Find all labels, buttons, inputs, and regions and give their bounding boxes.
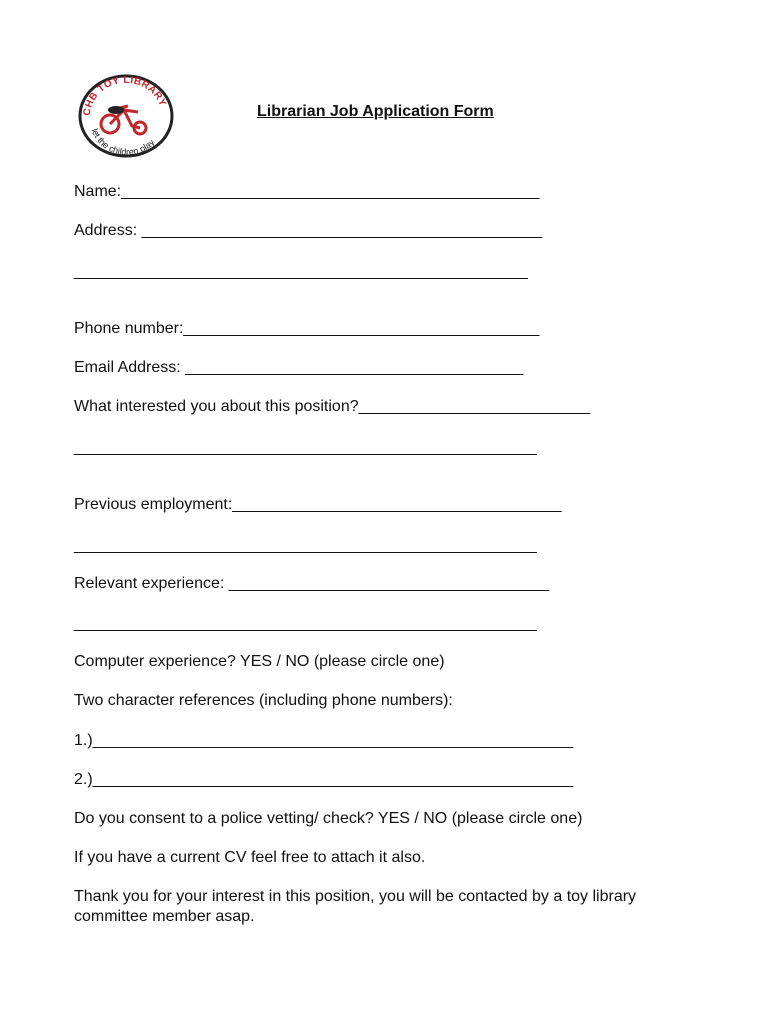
relevant-experience-field[interactable]: Relevant experience: ____________________________________ [74, 575, 550, 592]
previous-employment-line2[interactable]: ____________________________________________________ [74, 537, 537, 554]
toy-library-logo [76, 74, 176, 158]
address-field-line2[interactable]: ___________________________________________________ [74, 263, 528, 280]
logo-ring-top-text: CHB TOY LIBRARY [81, 74, 169, 117]
phone-field[interactable]: Phone number:________________________________________ [74, 320, 540, 337]
relevant-experience-line2[interactable]: ____________________________________________________ [74, 615, 537, 632]
interest-field[interactable]: What interested you about this position?__________________________ [74, 398, 590, 415]
computer-experience-question[interactable]: Computer experience? YES / NO (please circle one) [74, 653, 445, 670]
email-field[interactable]: Email Address: ______________________________________ [74, 359, 524, 376]
reference-2-field[interactable]: 2.)______________________________________________________ [74, 771, 574, 788]
police-vetting-question[interactable]: Do you consent to a police vetting/ check? YES / NO (please circle one) [74, 810, 583, 827]
name-field[interactable]: Name:_______________________________________________ [74, 183, 540, 200]
logo-ring-bottom-text: let the children play [89, 127, 157, 158]
reference-1-field[interactable]: 1.)______________________________________________________ [74, 732, 574, 749]
interest-field-line2[interactable]: ____________________________________________________ [74, 439, 537, 456]
address-field[interactable]: Address: _____________________________________________ [74, 222, 543, 239]
previous-employment-field[interactable]: Previous employment:_____________________________________ [74, 496, 562, 513]
form-title: Librarian Job Application Form [257, 103, 494, 120]
thank-you-note: Thank you for your interest in this position, you will be contacted by a toy library committee member asap. [74, 888, 637, 925]
cv-note: If you have a current CV feel free to attach it also. [74, 849, 426, 866]
references-label: Two character references (including phone numbers): [74, 692, 453, 709]
